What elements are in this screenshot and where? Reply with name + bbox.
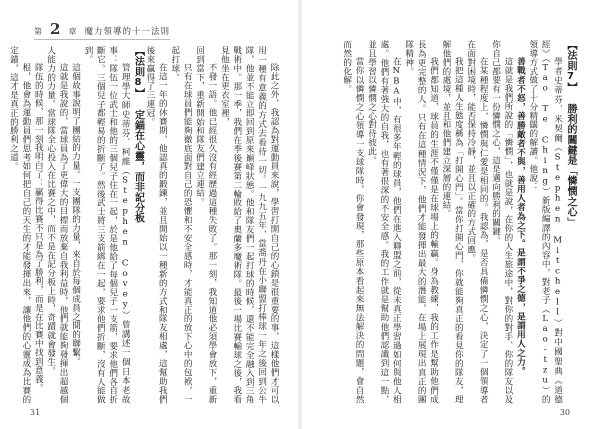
page-number: 30: [559, 408, 570, 417]
paragraph: 這個故事說明了團結的力量。一支團隊的力量，來自於每個成員之間的聯繫。: [70, 63, 81, 366]
paragraph: 管理學大師史蒂芬．柯維（Stephen Covey）曾講述一個日本老故事：隊伍一位武士和他的三個兒子住在一起，於是他給了每個兒子一支箭，要求他們各自折斷它。三個兒子都輕易的折斷了。然後武士將三支箭綁在一起，要求他們折斷，沒有人能做到。: [82, 46, 131, 404]
chapter-prefix: 第: [34, 27, 42, 36]
paragraph: 在這一年的休賽期，他認真的鍛鍊，並且開始以一種新的方式和隊友相處，這幫助我們後來贏得了三連冠。: [144, 46, 168, 404]
paragraph: 只有在球員們能夠徹底面對自己的恐懼和不安全感時，才能真正的放下心中的包袱，一起打球。: [169, 46, 193, 404]
paragraph: 當你以憐憫之心領導一支球隊時，你會發現，那些原本看起來無法解決的問題，會自然而然的化解。: [341, 40, 365, 404]
paragraph: 我們都知道，球員的生涯不僅僅是在球場上的輸贏。身為教練，我的工作是幫助他們成長為更完整的人。只有在這種情況下，他們才能發揮出最大的潛能，在場上展現出真正的團隊精神。: [403, 40, 439, 404]
paragraph: 在某種程度上，憐憫與仁愛是相同的。我認為，是否具備憐憫之心，決定了一個領導者在面對困境時，能否保持冷靜，並且以正確的方式回應。: [465, 40, 489, 404]
paragraph: 在NBA中，有很多年輕的球員，他們在進入聯盟之前，從未真正學習過如何與他人相處。他們有著強大的自我，也有著很深的不安全感。我的工作就是幫助他們認識到這一點，並且學習以憐憫之心對待彼此。: [366, 40, 402, 404]
paragraph: 除此之外，我認為對運動員來說，學習打開自己的心鎖是很重要的事，這樣他們才可以用一種有意義的方式去看待一切。一九九五年，當喬丹在小聯盟打棒球一年之後回到公牛隊，他並不能立即回到原來巔峰狀態。他和隊友們一起打球的時候，還不能完全融入到三角戰術中。那一季，我們在季後賽第二輪敗給了奧蘭多魔術隊。最後一場比賽輸球之後，我看見他坐在更衣室裡，: [219, 46, 279, 404]
chapter-number: 2: [50, 20, 61, 38]
right-page-body: [328, 40, 576, 404]
section-heading: 【法則8】 定錨在心靈，而非記分板: [132, 46, 144, 224]
paragraph: 不發一語。他已經很久沒有經歷過這種失敗了。那一刻，我知道他必須學會放下，重新回到當下，重新開始和隊友們建立連結。: [194, 46, 217, 404]
paragraph: 根，他會為運動員們思考如何把自己的天生的才能發揮出來，讓他們的心靈成為比賽的定錨，這才是真正的勝利之道。: [8, 46, 31, 404]
quoted-passage: 善戰者不怒，善勝敵者不與，善用人者為之下。是謂不爭之德，是謂用人之力。: [515, 57, 526, 376]
paragraph: 隊伍的時候，那一刻我明白了：贏得比賽不只是為了勝利，而是在比賽中找到意義。: [33, 63, 44, 393]
chapter-suffix: 章: [68, 27, 77, 36]
section-heading: 【法則7】 勝利的關鍵是「憐憫之心」: [565, 40, 576, 228]
running-header: [34, 22, 170, 40]
paragraph: 學者史蒂芬．米契爾（Stephen Mitchell）對中國聖典《道德經》（Tao Te Ching）新版編譯的內容中，對老子（Lao-tzu）的領導方式做了十分精闢的解讀。他說：: [527, 40, 563, 404]
left-page-body: [8, 46, 280, 404]
paragraph: 這就是我們所說的「憐憫」，也就是說，在你的人生旅途中，對你的對手、你的隊友以及你自己都要有一份憐憫之心，這是邁向勝利的關鍵。: [490, 40, 513, 404]
chapter-title: 魔力領導的十一法則: [84, 27, 170, 37]
paragraph: 我把這種人生態度稱為「打開心門」。當你打開心門，你就能夠真正的看見你的隊友，理解他們的處境，並且和他們建立深層的連結。: [440, 40, 464, 404]
paragraph: 這就是我說的，當球員為了更偉大的目標而放棄自我利益時，他們就能夠發揮出超越個人能力的力量。當球隊全心投入在比賽之中，而不是在記分板上時，奇蹟就會發生。: [45, 46, 69, 404]
right-page: [300, 0, 600, 429]
page-number: 31: [30, 408, 41, 417]
